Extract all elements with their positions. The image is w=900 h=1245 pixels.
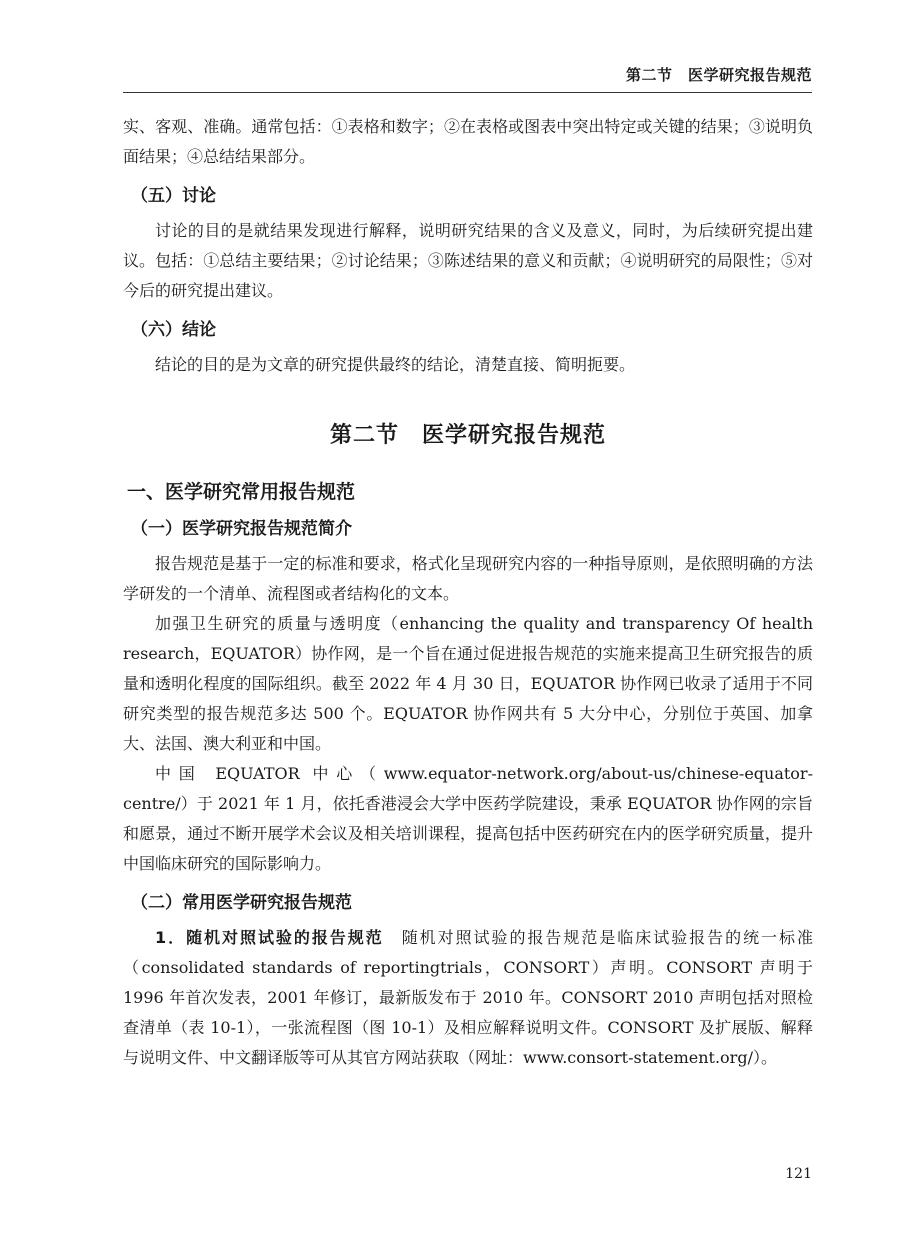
heading-discussion: （五）讨论: [131, 186, 216, 206]
page-body: [123, 112, 813, 1073]
paragraph-discussion: 讨论的目的是就结果发现进行解释，说明研究结果的含义及意义，同时，为后续研究提出建议。包括：①总结主要结果；②讨论结果；③陈述结果的意义和贡献；④说明研究的局限性；⑤对今后的研究提出建议。: [123, 221, 813, 300]
paragraph-intro-2: 加强卫生研究的质量与透明度（enhancing the quality and transparency Of health research，EQUATOR）协作网，是一个旨在通过促进报告规范的实施来提高卫生研究报告的质量和透明化程度的国际组织。截至 2022 年 4 月 30 日，EQUATOR 协作网已收录了适用于不同研究类型的报告规范多达 500 个。EQUATOR 协作网共有 5 大分中心，分别位于英国、加拿大、法国、澳大利亚和中国。: [123, 614, 813, 753]
page-number: 121: [785, 1166, 812, 1182]
rct-lead-in: 1．随机对照试验的报告规范: [155, 928, 384, 947]
paragraph-rct: [123, 923, 813, 1073]
heading-common-reporting-standards: （二）常用医学研究报告规范: [131, 893, 352, 913]
heading-standards-intro: （一）医学研究报告规范简介: [131, 519, 352, 539]
header-rule: [123, 92, 812, 93]
heading-common-standards: 一、医学研究常用报告规范: [127, 481, 356, 503]
paragraph-results-continued: 实、客观、准确。通常包括：①表格和数字；②在表格或图表中突出特定或关键的结果；③说明负面结果；④总结结果部分。: [123, 117, 813, 166]
running-title: 第二节 医学研究报告规范: [625, 66, 812, 84]
heading-conclusion: （六）结论: [131, 320, 216, 340]
section-title: 第二节 医学研究报告规范: [329, 423, 606, 448]
paragraph-intro-3: 中国 EQUATOR 中心（www.equator-network.org/about-us/chinese-equator-centre/）于 2021 年 1 月，依托香港浸会大学中医药学院建设，秉承 EQUATOR 协作网的宗旨和愿景，通过不断开展学术会议及相关培训课程，提高包括中医药研究在内的医学研究质量，提升中国临床研究的国际影响力。: [123, 764, 813, 873]
paragraph-intro-1: 报告规范是基于一定的标准和要求，格式化呈现研究内容的一种指导原则，是依照明确的方法学研发的一个清单、流程图或者结构化的文本。: [123, 554, 813, 603]
paragraph-conclusion: 结论的目的是为文章的研究提供最终的结论，清楚直接、简明扼要。: [155, 355, 636, 374]
rct-body: 随机对照试验的报告规范是临床试验报告的统一标准（consolidated standards of reportingtrials，CONSORT）声明。CONSORT 声明于 1996 年首次发表，2001 年修订，最新版发布于 2010 年。CONSORT 2010 声明包括对照检查清单（表 10-1），一张流程图（图 10-1）及相应解释说明文件。CONSORT 及扩展版、解释与说明文件、中文翻译版等可从其官方网站获取（网址：www.consort-statement.org/）。: [123, 928, 813, 1067]
